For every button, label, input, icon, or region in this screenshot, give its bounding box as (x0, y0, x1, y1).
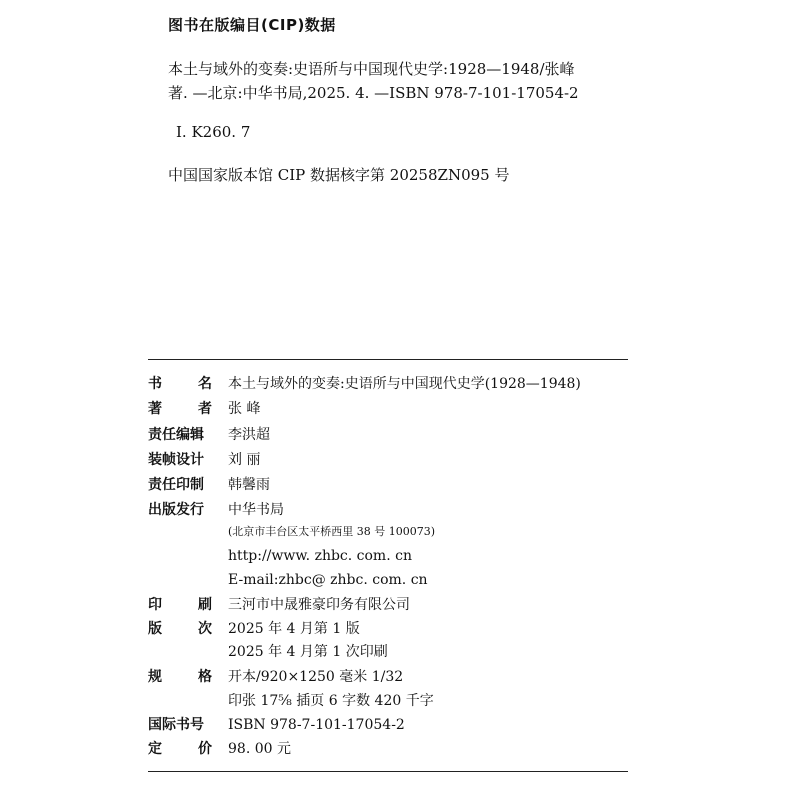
printer: 三河市中晟雅豪印务有限公司 (228, 597, 410, 613)
publisher-email[interactable]: E-mail:zhbc@ zhbc. com. cn (228, 572, 428, 588)
impression: 2025 年 4 月第 1 次印刷 (228, 644, 388, 660)
label-char: 书 (148, 376, 162, 392)
author: 张 峰 (228, 401, 261, 417)
publisher-url[interactable]: http://www. zhbc. com. cn (228, 548, 412, 564)
label-char: 规 (148, 669, 162, 685)
label-book-title (148, 373, 212, 395)
isbn: ISBN 978-7-101-17054-2 (228, 717, 405, 733)
printing-supervisor: 韩馨雨 (228, 477, 270, 493)
label-char: 刷 (198, 597, 212, 613)
label-printer (148, 594, 212, 616)
cip-catalog-line-2: 著. —北京:中华书局,2025. 4. —ISBN 978-7-101-17054-2 (168, 84, 579, 102)
publisher: 中华书局 (228, 502, 284, 518)
top-divider (148, 359, 628, 360)
label-char: 定 (148, 741, 162, 757)
label-char: 版 (148, 621, 162, 637)
sheets: 印张 17⅝ 插页 6 字数 420 千字 (228, 693, 434, 709)
price: 98. 00 元 (228, 741, 291, 757)
cip-heading: 图书在版编目(CIP)数据 (168, 16, 336, 34)
format: 开本/920×1250 毫米 1/32 (228, 669, 404, 685)
label-isbn: 国际书号 (148, 717, 204, 733)
editor: 李洪超 (228, 427, 270, 443)
label-char: 者 (198, 401, 212, 417)
designer: 刘 丽 (228, 452, 261, 468)
label-editor: 责任编辑 (148, 427, 204, 443)
label-char: 格 (198, 669, 212, 685)
cip-catalog-line-1: 本土与域外的变奏:史语所与中国现代史学:1928—1948/张峰 (168, 60, 575, 78)
label-char: 著 (148, 401, 162, 417)
label-char: 价 (198, 741, 212, 757)
book-title: 本土与域外的变奏:史语所与中国现代史学(1928—1948) (228, 376, 581, 392)
label-char: 印 (148, 597, 162, 613)
bottom-divider (148, 771, 628, 772)
edition: 2025 年 4 月第 1 版 (228, 621, 360, 637)
label-designer: 装帧设计 (148, 452, 204, 468)
label-printing-supervisor: 责任印制 (148, 477, 204, 493)
label-char: 名 (198, 376, 212, 392)
label-edition (148, 618, 212, 640)
label-spec (148, 666, 212, 688)
label-publisher: 出版发行 (148, 502, 204, 518)
label-price (148, 738, 212, 760)
cip-classification: Ⅰ. K260. 7 (176, 123, 251, 141)
label-author (148, 398, 212, 420)
label-char: 次 (198, 621, 212, 637)
cip-verification-number: 中国国家版本馆 CIP 数据核字第 20258ZN095 号 (168, 166, 510, 184)
publisher-address: (北京市丰台区太平桥西里 38 号 100073) (228, 525, 436, 538)
